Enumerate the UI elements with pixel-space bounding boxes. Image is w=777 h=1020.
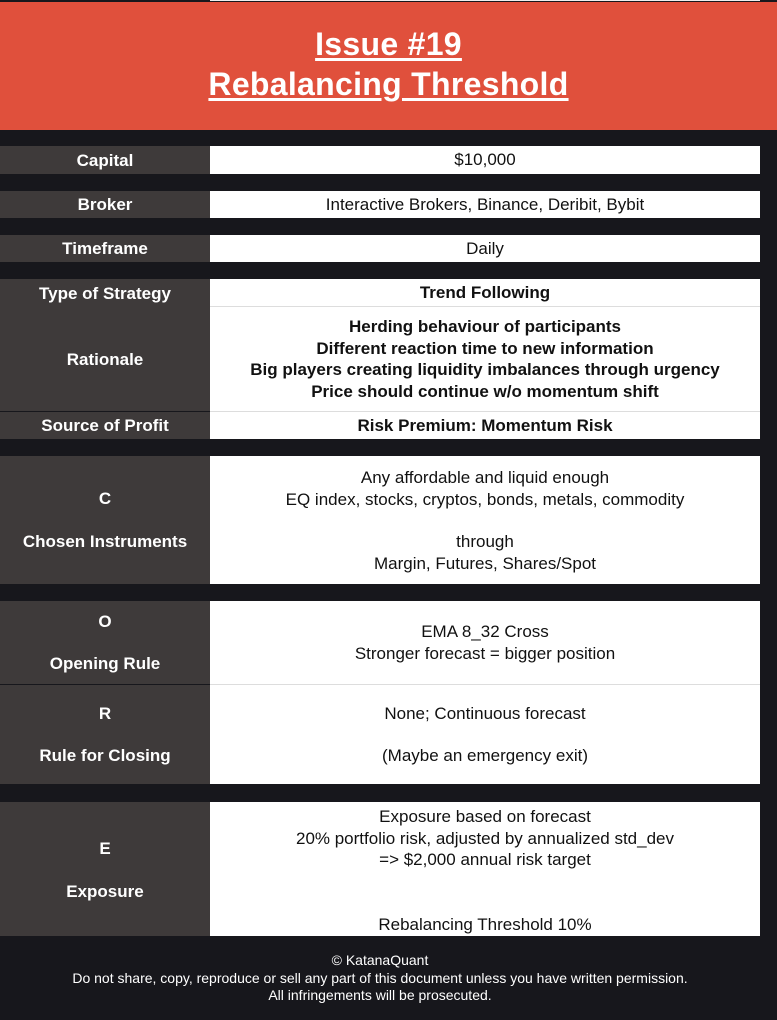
row-rationale <box>0 307 760 411</box>
strategy-type-label: Type of Strategy <box>0 279 210 307</box>
row-broker <box>0 191 760 218</box>
closing-value <box>210 685 760 784</box>
exposure-line: Rebalancing Threshold 10% <box>378 914 592 934</box>
instruments-line: through <box>456 532 514 551</box>
source-of-profit-label: Source of Profit <box>0 412 210 439</box>
header-banner <box>0 2 777 130</box>
opening-title: Opening Rule <box>49 654 161 673</box>
strategy-type-value: Trend Following <box>210 279 760 307</box>
source-of-profit-value: Risk Premium: Momentum Risk <box>210 412 760 439</box>
timeframe-value: Daily <box>210 235 760 262</box>
instruments-line: Margin, Futures, Shares/Spot <box>373 553 597 573</box>
rationale-line: Herding behaviour of participants <box>348 317 622 336</box>
row-exposure <box>0 802 760 936</box>
closing-line: (Maybe an emergency exit) <box>382 746 588 765</box>
broker-label: Broker <box>0 191 210 218</box>
instruments-label <box>0 456 210 584</box>
row-strategy-type <box>0 279 760 307</box>
capital-value: $10,000 <box>210 146 760 174</box>
rationale-line: Price should continue w/o momentum shift <box>311 381 659 401</box>
footer <box>0 952 760 1005</box>
instruments-value <box>210 456 760 584</box>
closing-line: None; Continuous forecast <box>384 703 586 723</box>
rationale-value <box>210 307 760 411</box>
capital-label: Capital <box>0 146 210 174</box>
broker-value: Interactive Brokers, Binance, Deribit, Bybit <box>210 191 760 218</box>
exposure-title: Exposure <box>66 882 144 901</box>
exposure-line: Exposure based on forecast <box>379 807 591 826</box>
rationale-label: Rationale <box>0 307 210 411</box>
instruments-line: Any affordable and liquid enough <box>360 468 610 487</box>
opening-value <box>210 601 760 684</box>
closing-label <box>0 685 210 784</box>
rationale-line: Big players creating liquidity imbalances through urgency <box>250 360 720 379</box>
closing-letter: R <box>98 704 112 723</box>
exposure-value <box>210 802 760 936</box>
instruments-title: Chosen Instruments <box>22 532 188 551</box>
opening-line: Stronger forecast = bigger position <box>354 643 616 663</box>
instruments-line: EQ index, stocks, cryptos, bonds, metals, commodity <box>285 489 685 509</box>
page-title: Rebalancing Threshold <box>208 66 569 102</box>
row-timeframe <box>0 235 760 262</box>
rationale-line: Different reaction time to new information <box>316 338 654 358</box>
opening-line: EMA 8_32 Cross <box>421 622 549 641</box>
row-instruments <box>0 456 760 584</box>
exposure-letter: E <box>99 839 111 858</box>
instruments-letter: C <box>98 489 112 508</box>
row-capital <box>0 146 760 174</box>
infringement-warning: All infringements will be prosecuted. <box>268 987 492 1003</box>
copyright-text: © KatanaQuant <box>331 952 429 968</box>
closing-title: Rule for Closing <box>39 746 171 765</box>
row-closing-rule <box>0 685 760 784</box>
issue-number: Issue #19 <box>315 26 462 62</box>
permission-notice: Do not share, copy, reproduce or sell any part of this document unless you have written permission. <box>72 969 688 986</box>
row-opening-rule <box>0 601 760 684</box>
exposure-label <box>0 802 210 936</box>
exposure-line: => $2,000 annual risk target <box>379 850 591 869</box>
exposure-line: 20% portfolio risk, adjusted by annualized std_dev <box>295 828 674 848</box>
row-source-of-profit <box>0 412 760 439</box>
timeframe-label: Timeframe <box>0 235 210 262</box>
opening-letter: O <box>98 612 112 631</box>
opening-label <box>0 601 210 684</box>
